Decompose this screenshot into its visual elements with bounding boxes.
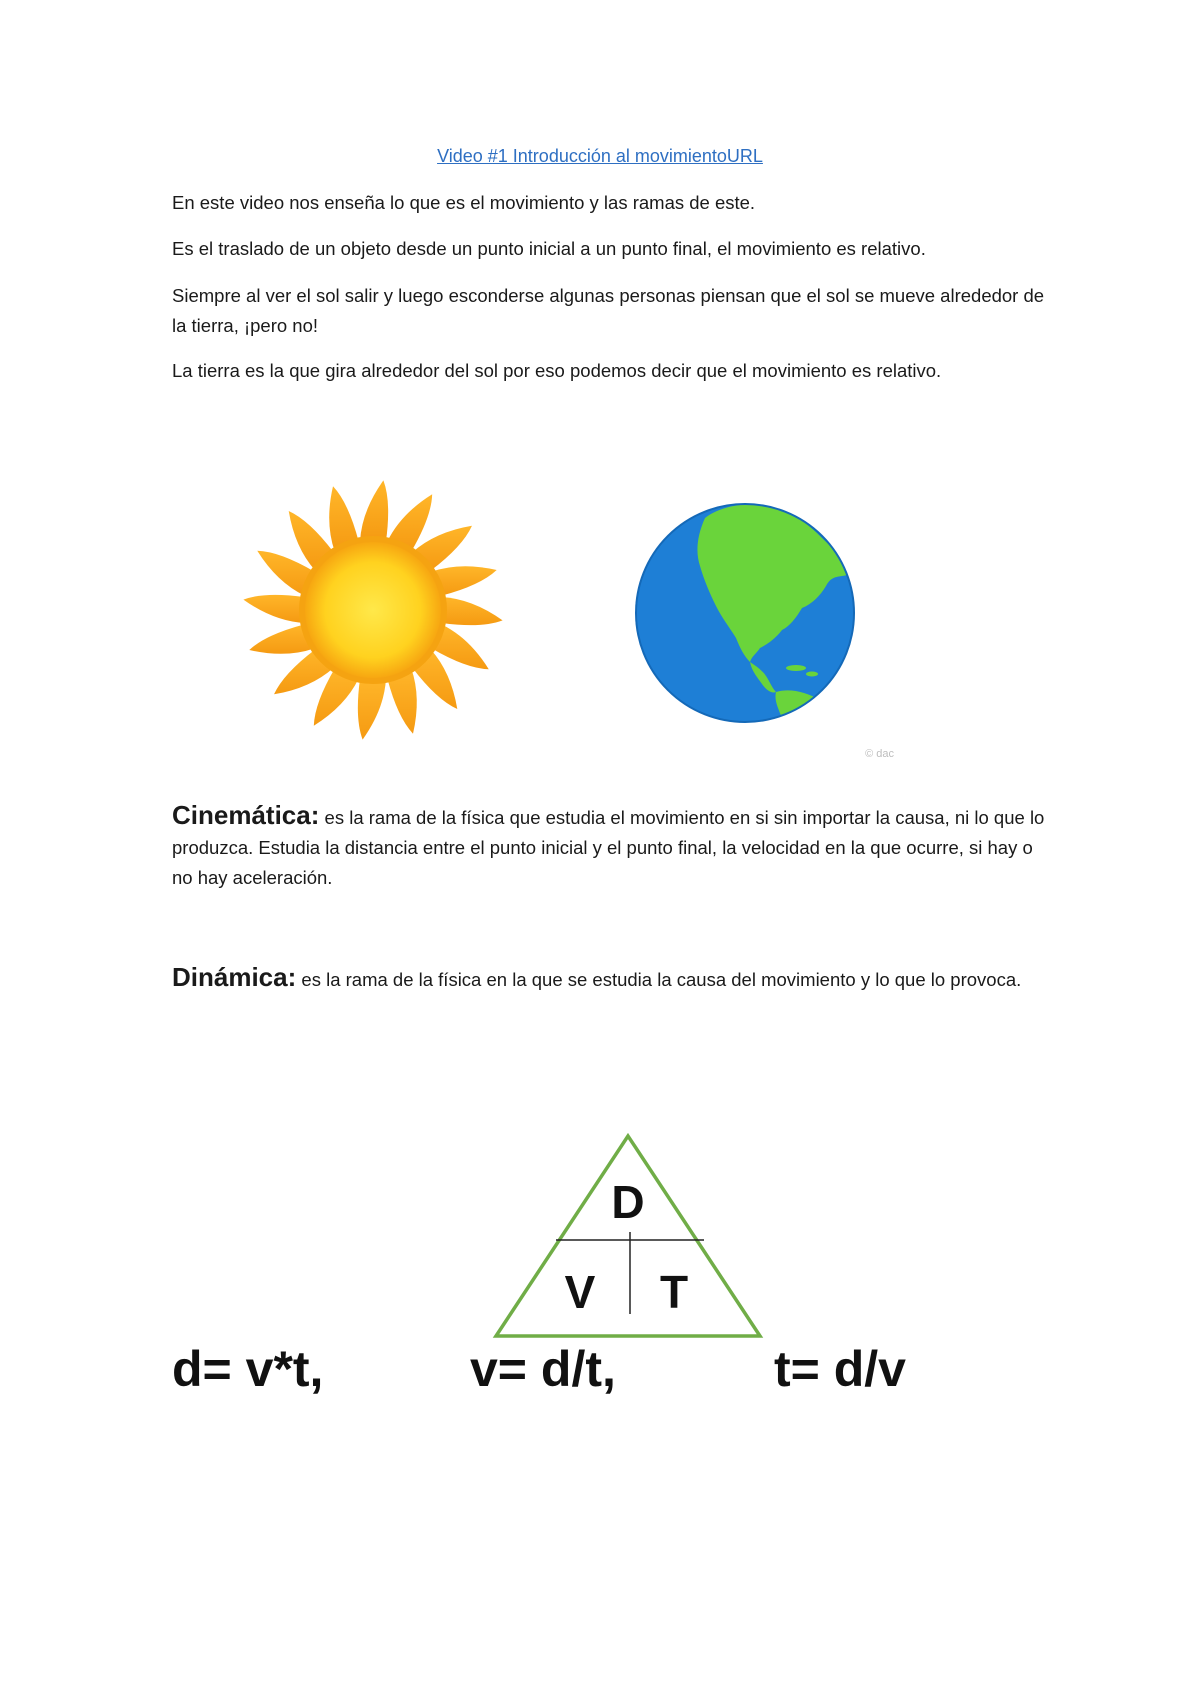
intro-paragraph-2: Es el traslado de un objeto desde un punto inicial a un punto final, el movimiento es relativo. bbox=[172, 238, 926, 259]
definition-cinematica bbox=[172, 800, 1052, 893]
definition-dinamica bbox=[172, 962, 1052, 995]
formula-time: t= d/v bbox=[774, 1341, 906, 1397]
sun-ray bbox=[243, 595, 304, 623]
definition-dinamica-text: es la rama de la física en la que se estudia la causa del movimiento y lo que lo provoca. bbox=[301, 969, 1022, 990]
term-cinematica: Cinemática: bbox=[172, 800, 320, 830]
triangle-label-v: V bbox=[564, 1266, 596, 1318]
sun-illustration bbox=[238, 475, 508, 745]
triangle-label-t: T bbox=[659, 1266, 689, 1318]
term-dinamica: Dinámica: bbox=[172, 962, 297, 992]
formulas-row bbox=[172, 1340, 1072, 1410]
formula-distance: d= v*t, bbox=[172, 1341, 324, 1397]
intro-paragraph-3: Siempre al ver el sol salir y luego esconderse algunas personas piensan que el sol se mueve alrededor de la tierra, ¡pero no! bbox=[172, 285, 1045, 336]
dvt-triangle bbox=[488, 1132, 768, 1342]
intro-paragraph-1: En este video nos enseña lo que es el movimiento y las ramas de este. bbox=[172, 192, 756, 213]
formula-velocity: v= d/t, bbox=[470, 1341, 616, 1397]
earth-illustration bbox=[600, 478, 900, 768]
definition-cinematica-text: es la rama de la física que estudia el movimiento en si sin importar la causa, ni lo que lo produzca. Estudia la distancia entre el punto inicial y el punto final, la velocidad en la que ocurre, si hay o no hay aceleración. bbox=[172, 807, 1045, 888]
earth-globe-icon bbox=[600, 478, 900, 768]
triangle-outline bbox=[496, 1136, 760, 1336]
sun-ray bbox=[358, 679, 386, 740]
sun-ray bbox=[442, 597, 503, 625]
image-credit: © dac bbox=[865, 748, 894, 760]
intro-paragraph-4: La tierra es la que gira alrededor del sol por eso podemos decir que el movimiento es relativo. bbox=[172, 360, 942, 381]
sun-ray bbox=[360, 480, 388, 541]
triangle-label-d: D bbox=[611, 1176, 645, 1228]
video-link[interactable]: Video #1 Introducción al movimientoURL bbox=[437, 146, 763, 166]
